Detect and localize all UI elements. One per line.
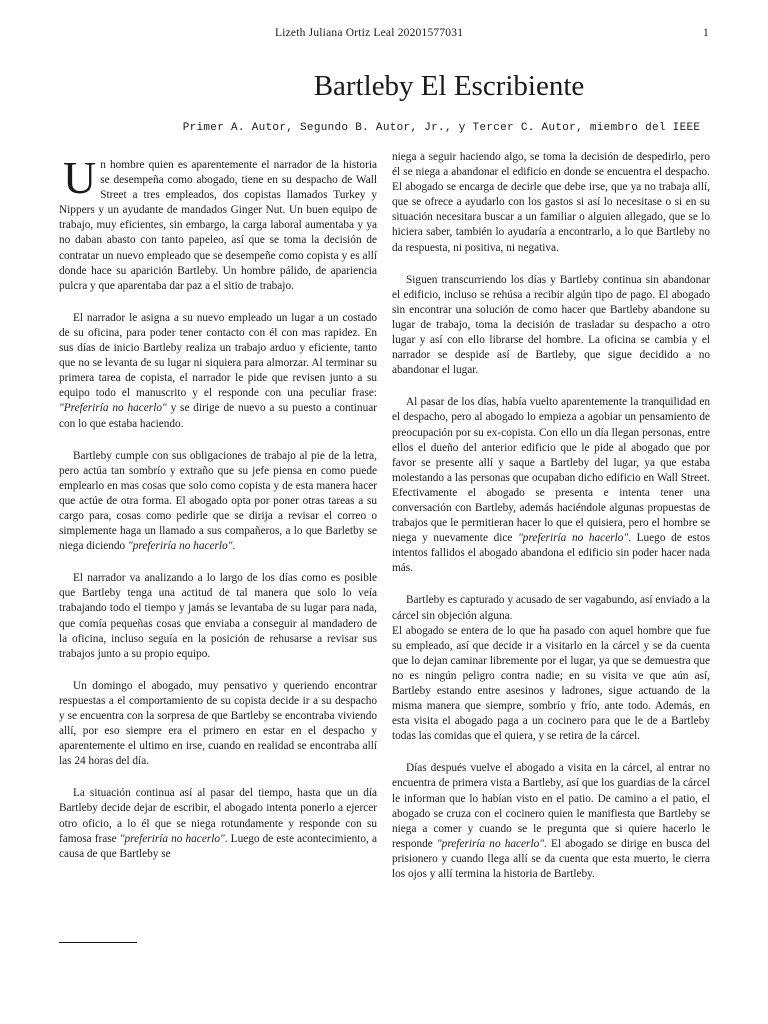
quoted-phrase: "Preferiría no hacerlo" [59, 402, 167, 415]
paragraph-text: . [232, 540, 236, 553]
paragraph [59, 152, 377, 294]
paragraph-text: La situación continua así al pasar del tiempo, hasta que un día Bartleby decide dejar de escribir, el abogado intenta ponerlo a ejercer otro oficio, a lo él que se niega rotundamente y responde con su famosa frase [59, 787, 377, 845]
paragraph-text: y se dirige de nuevo a su puesto a continuar con lo que estaba haciendo. [59, 402, 377, 430]
paragraph [392, 593, 710, 623]
paragraph [392, 395, 710, 576]
paragraph [59, 786, 377, 861]
drop-cap: U [63, 152, 97, 203]
paragraph-text: Un domingo el abogado, muy pensativo y queriendo encontrar respuestas a el comportamiento de su copista decide ir a su despacho y se encuentra con la sorpresa de que Bartleby se encontraba viviendo allí, por eso siempre era el primero en estar en el despacho y aparentemente el ultimo en irse, cuando en realidad se encontraba allí las 24 horas del día. [59, 679, 377, 768]
paper-title [0, 70, 768, 103]
paragraph-text: El narrador va analizando a lo largo de los días como es posible que Bartleby tenga una actitud de tal manera que solo lo veía trabajando todo el tiempo y jamás se levantaba de su lugar para nada, que comía pequeñas cosas que enviaba a conseguir al mandadero de la oficina, incluso seguía en la posición de rehusarse a revisar sus trabajos junto a su propio equipo. [59, 572, 377, 660]
paragraph [59, 449, 377, 555]
paragraph-text: niega a seguir haciendo algo, se toma la decisión de despedirlo, pero él se niega a abandonar el edificio en donde se encuentra el despacho. El abogado se encarga de decirle que debe irse, que ya no trabaja allí, que se ofrece a ayudarlo con los gastos si así lo necesitase o si en su situación necesitara buscar a un familiar o alguien allegado, que se lo hiciera saber, también lo ayudaría a encontrarlo, a lo que Bartleby no da respuesta, ni positiva, ni negativa. [392, 151, 710, 254]
paragraph-text: Bartleby es capturado y acusado de ser vagabundo, así enviado a la cárcel sin objeción alguna. [392, 594, 710, 622]
author-list-text: Primer A. Autor, Segundo B. Autor, Jr., y Tercer C. Autor, miembro del IEEE [182, 122, 701, 134]
paragraph-text: Bartleby cumple con sus obligaciones de trabajo al pie de la letra, pero actúa tan sombrío y extraño que su jefe piensa en como puede emplearlo en mas cosas que solo como copista y de esta manera hacer que actúe de otra forma. El abogado opta por poner otras tareas a su cargo para, cosas como pedirle que se dirija a revisar el correo o simplemente haga un llamado a sus compañeros, a lo que Barletby se niega diciendo [59, 449, 377, 553]
footnote-rule [59, 942, 137, 943]
paragraph [59, 679, 377, 770]
author-list [0, 122, 768, 134]
quoted-phrase: "preferiría no hacerlo" [128, 540, 233, 553]
header-author-line: Lizeth Juliana Ortiz Leal 20201577031 [275, 27, 464, 39]
paragraph-text: Al pasar de los días, había vuelto aparentemente la tranquilidad en el despacho, pero al abogado lo empieza a agobiar un pensamiento de preocupación por su ex-copista. Con ello un día llegan personas, entre ellos el dueño del anterior edificio que le pide al abogado que por favor se presente allí y saque a Bartleby del lugar, ya que estaba molestando a las personas que ocupaban dicho edificio en Wall Street. Efectivamente el abogado se presenta e intenta tener una conversación con Bartleby, además haciéndole algunas propuestas de trabajos que le permitieran hacer lo que el quisiera, pero el hombre se niega y nuevamente dice [392, 396, 710, 545]
left-column [59, 152, 377, 879]
paragraph-text: . Luego de este acontecimiento, a causa de que Bartleby se [59, 832, 377, 860]
paragraph [59, 571, 377, 662]
page-number: 1 [703, 27, 709, 39]
paragraph [392, 761, 710, 882]
paragraph [392, 150, 710, 256]
quoted-phrase: "preferiría no hacerlo" [119, 832, 225, 845]
paragraph-text: . Luego de estos intentos fallidos el abogado abandona el edificio sin poder hacer nada más. [392, 532, 710, 575]
paragraph-text: n hombre quien es aparentemente el narrador de la historia se desempeña como abogado, tiene en su despacho de Wall Street a tres empleados, dos copistas llamados Turkey y Nippers y un ayudante de mandados Ginger Nut. Un buen equipo de trabajo, muy eficientes, sin embargo, la carga laboral aumentaba y ya no daban abasto con tanto papeleo, así que se toma la decisión de contratar un nuevo empleado que se desempeñe como copista y es allí donde hace su aparición Bartleby. Un hombre pálido, de apariencia pulcra y que aparentaba dar paz a el sitio de trabajo. [59, 159, 377, 292]
paragraph [392, 273, 710, 379]
paragraph-text: El abogado se entera de lo que ha pasado con aquel hombre que fue su empleado, así que decide ir a visitarlo en la cárcel y se da cuenta que lo dejan caminar libremente por el lugar, ya que se demuestra que no es ningún peligro contra nadie; en su visita ve que aún así, Bartleby estando entre asesinos y ladrones, sigue actuando de la misma manera que siempre, sombrío y frío, ante todo. Además, en esta visita el abogado paga a un cocinero para que le de a Bartleby todas las comidas que el quiera, y se retira de la cárcel. [392, 624, 710, 743]
quoted-phrase: "preferiría no hacerlo" [436, 837, 544, 850]
right-column [392, 150, 710, 899]
paragraph-text: . El abogado se dirige en busca del prisionero y cuando llega allí se da cuenta que esta muerto, le cierra los ojos y allí termina la historia de Bartleby. [392, 837, 711, 881]
paragraph [392, 624, 710, 745]
paragraph-text: Siguen transcurriendo los días y Bartleby continua sin abandonar el edificio, incluso se rehúsa a recibir algún tipo de pago. El abogado sin encontrar una solución de como hacer que Bartleby abandone su lugar de trabajo, toma la decisión de trasladar su despacho a otro lugar y así con ello librarse del hombre. La oficina se cambia y el narrador se despide así de Bartleby, que sigue decidido a no abandonar el lugar. [392, 273, 710, 377]
paragraph [59, 311, 377, 432]
quoted-phrase: "preferiría no hacerlo" [518, 532, 629, 545]
paragraph-text: Días después vuelve el abogado a visita en la cárcel, al entrar no encuentra de primera vista a Bartleby, así que los guardias de la cárcel le informan que lo habían visto en el patio. De camino a el patio, el abogado se cruza con el cocinero quien le manifiesta que Bartleby se niega a comer y cuando se le pregunta que si quiere hacerlo le responde [392, 762, 710, 850]
paragraph-text: El narrador le asigna a su nuevo empleado un lugar a un costado de su oficina, para poder tener contacto con él con mas rapidez. En sus días de inicio Bartleby realiza un trabajo arduo y eficiente, tanto que no se levanta de su lugar ni siquiera para almorzar. Al terminar su primera tarea de copista, el narrador le pide que revisen junto a su equipo todo el manuscrito y el responde con una peculiar frase: [59, 311, 377, 400]
paper-title-text: Bartleby El Escribiente [313, 70, 585, 102]
